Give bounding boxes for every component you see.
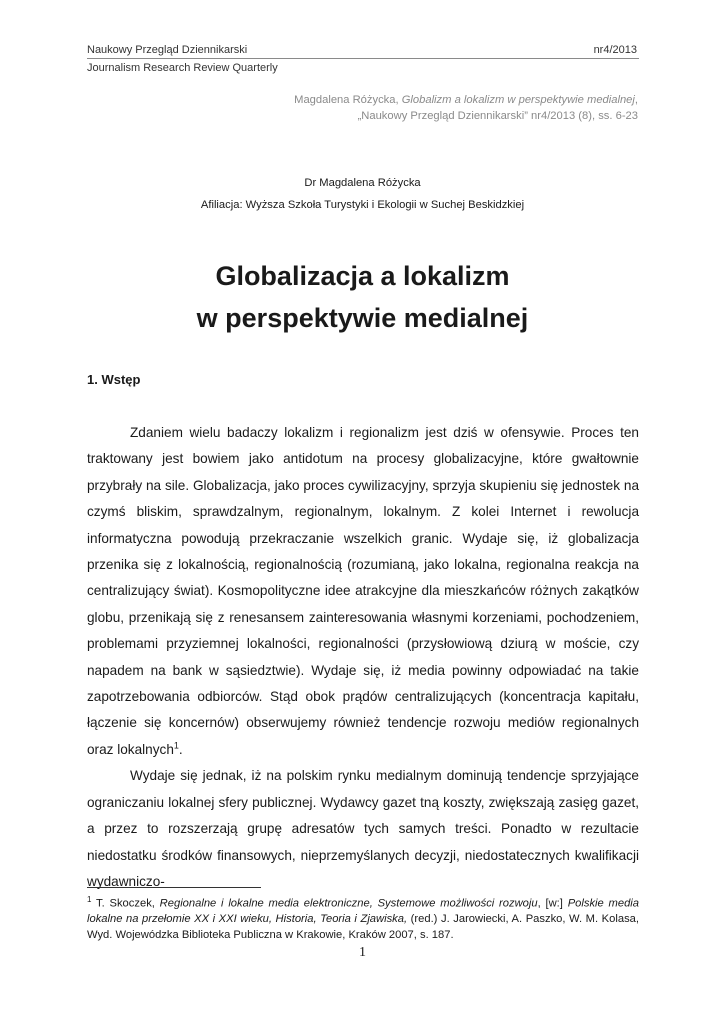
header-rule xyxy=(87,58,639,59)
paragraph-1-end: . xyxy=(178,741,183,757)
footnote xyxy=(87,892,639,943)
running-header-journal-en: Journalism Research Review Quarterly xyxy=(87,62,278,74)
citation-comma: , xyxy=(634,94,638,106)
paragraph xyxy=(87,420,639,763)
body-text xyxy=(87,420,639,895)
paragraph-1-text: Zdaniem wielu badaczy lokalizm i regionalizm jest dziś w ofensywie. Proces ten traktowany jest bowiem jako antidotum na procesy globalizacyjne, które gwałtownie przybrały na sile. Globalizacja, jako proces cywilizacyjny, sprzyja skupieniu się jednostek na czymś bliskim, sprawdzalnym, regionalnym, lokalnym. Z kolei Internet i rewolucja informatyczna powodują przekraczanie wszelkich granic. Wydaje się, iż globalizacja przenika się z lokalnością, regionalnością (rozumianą, jako lokalna, regionalna reakcja na centralizujący świat). Kosmopolityczne idee atrakcyjne dla mieszkańców różnych zakątków globu, przenikają się z renesansem zainteresowania własnymi korzeniami, pochodzeniem, problemami przyziemnej lokalności, regionalności (przysłowiową dziurą w moście, czy napadem na bank w sąsiedztwie). Wydaje się, iż media powinny odpowiadać na takie zapotrzebowania odbiorców. Stąd obok prądów centralizujących (koncentracja kapitału, łączenie się koncernów) obserwujemy również tendencje rozwoju mediów regionalnych oraz lokalnych xyxy=(87,425,639,757)
footnote-text-3: (red.) J. Jarowiecki, A. Paszko, W. M. Kolasa, Wyd. Wojewódzka Biblioteka Publiczna w Krakowie, Kraków 2007, s. 187. xyxy=(87,913,639,941)
footnote-rule xyxy=(87,887,261,888)
title-line-2: w perspektywie medialnej xyxy=(196,303,529,333)
running-header-journal: Naukowy Przegląd Dziennikarski xyxy=(87,44,248,56)
citation-block xyxy=(178,92,638,124)
footnote-italic-1: Regionalne i lokalne media elektroniczne, Systemowe możliwości rozwoju xyxy=(159,897,538,910)
article-title xyxy=(0,255,725,339)
author-affiliation: Afiliacja: Wyższa Szkoła Turystyki i Ekologii w Suchej Beskidzkiej xyxy=(200,199,525,211)
author-name: Dr Magdalena Różycka xyxy=(304,177,421,189)
running-header-issue: nr4/2013 xyxy=(593,44,637,56)
footnote-number: 1 xyxy=(87,895,92,904)
footnote-text-1: T. Skoczek, xyxy=(91,897,160,910)
footnote-italic-2: Polskie media lokalne na przełomie XX i XXI wieku, Historia, Teoria i Zjawiska, xyxy=(87,897,639,926)
footnote-reference[interactable]: 1 xyxy=(173,740,179,751)
footnote-text-2: , [w:] xyxy=(537,897,568,910)
title-line-1: Globalizacja a lokalizm xyxy=(215,261,510,291)
citation-author: Magdalena Różycka, xyxy=(294,94,402,106)
page-number: 1 xyxy=(359,945,366,960)
citation-source: „Naukowy Przegląd Dziennikarski” nr4/2013 (8), ss. 6-23 xyxy=(357,110,638,122)
citation-title: Globalizm a lokalizm w perspektywie medialnej xyxy=(401,94,635,106)
paragraph: Wydaje się jednak, iż na polskim rynku medialnym dominują tendencje sprzyjające ograniczaniu lokalnej sfery publicznej. Wydawcy gazet tną koszty, zwiększają zasięg gazet, a przez to rozszerzają grupę adresatów tych samych treści. Ponadto w rezultacie niedostatku środków finansowych, nieprzemyślanych decyzji, niedostatecznych kwalifikacji wydawniczo- xyxy=(87,768,639,889)
section-heading: 1. Wstęp xyxy=(87,372,141,387)
